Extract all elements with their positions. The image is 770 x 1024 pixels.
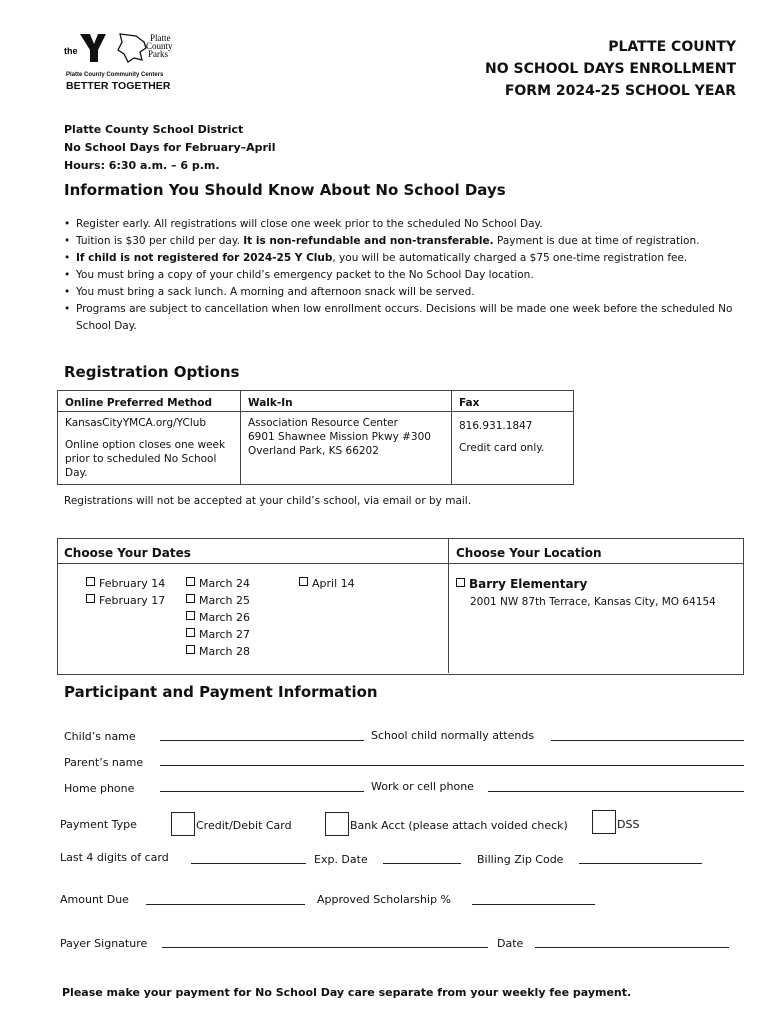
dates-heading: Choose Your Dates bbox=[64, 546, 191, 560]
signature-label: Payer Signature bbox=[60, 937, 148, 950]
walkin-name: Association Resource Center bbox=[248, 417, 398, 429]
school-field[interactable] bbox=[551, 740, 744, 741]
date-checkbox[interactable]: April 14 bbox=[299, 575, 355, 592]
amount-due-field[interactable] bbox=[146, 904, 305, 905]
bank-option-label: Bank Acct (please attach voided check) bbox=[350, 819, 568, 832]
parks-line3: Parks bbox=[148, 49, 168, 59]
signature-field[interactable] bbox=[162, 947, 488, 948]
info-item: • Programs are subject to cancellation when low enrollment occurs. Decisions will be made one week before the scheduled No School Day. bbox=[64, 301, 744, 335]
info-item: • Tuition is $30 per child per day. It is non-refundable and non-transferable. Payment is due at time of registration. bbox=[64, 233, 744, 250]
participant-heading: Participant and Payment Information bbox=[64, 683, 378, 701]
date-checkbox[interactable]: February 17 bbox=[86, 592, 165, 609]
date-field[interactable] bbox=[535, 947, 729, 948]
checkbox-icon[interactable] bbox=[456, 578, 465, 587]
fax-number: 816.931.1847 bbox=[459, 420, 533, 432]
location-checkbox[interactable]: Barry Elementary bbox=[456, 576, 587, 593]
location-heading: Choose Your Location bbox=[456, 546, 602, 560]
logo-the: the bbox=[64, 46, 78, 56]
form-title bbox=[485, 36, 736, 102]
footer-note: Please make your payment for No School Day care separate from your weekly fee payment. bbox=[62, 986, 632, 999]
child-name-field[interactable] bbox=[160, 740, 364, 741]
walkin-city: Overland Park, KS 66202 bbox=[248, 445, 379, 457]
date-checkbox[interactable]: February 14 bbox=[86, 575, 165, 592]
online-cell bbox=[58, 412, 241, 485]
zip-field[interactable] bbox=[579, 863, 702, 864]
dates-feb bbox=[86, 575, 165, 609]
info-item: • If child is not registered for 2024-25 Y Club, you will be automatically charged a $75 one-time registration fee. bbox=[64, 250, 744, 267]
info-list bbox=[64, 216, 744, 335]
online-note: Online option closes one week prior to scheduled No School Day. bbox=[65, 439, 226, 479]
info-item: • You must bring a copy of your child’s emergency packet to the No School Day location. bbox=[64, 267, 744, 284]
col-fax: Fax bbox=[452, 391, 574, 412]
walkin-street: 6901 Shawnee Mission Pkwy #300 bbox=[248, 431, 431, 443]
ymca-logo-icon bbox=[62, 28, 182, 72]
zip-label: Billing Zip Code bbox=[477, 853, 564, 866]
date-checkbox[interactable]: March 25 bbox=[186, 592, 250, 609]
dates-mar bbox=[186, 575, 250, 660]
date-checkbox[interactable]: March 28 bbox=[186, 643, 250, 660]
checkbox-icon[interactable] bbox=[186, 645, 195, 654]
logo-subtitle: Platte County Community Centers bbox=[66, 72, 164, 78]
payment-type-label: Payment Type bbox=[60, 818, 137, 831]
dss-checkbox[interactable] bbox=[592, 810, 616, 834]
info-item: • Register early. All registrations will close one week prior to the scheduled No School Day. bbox=[64, 216, 744, 233]
district-name: Platte County School District bbox=[64, 123, 244, 136]
home-phone-field[interactable] bbox=[160, 791, 364, 792]
exp-label: Exp. Date bbox=[314, 853, 368, 866]
school-label: School child normally attends bbox=[371, 729, 535, 742]
fax-cell bbox=[452, 412, 574, 485]
parent-name-field[interactable] bbox=[160, 765, 744, 766]
child-name-label: Child’s name bbox=[64, 730, 136, 743]
fax-note: Credit card only. bbox=[459, 442, 545, 454]
work-phone-label: Work or cell phone bbox=[371, 780, 474, 793]
amount-due-label: Amount Due bbox=[60, 893, 129, 906]
title-line3: FORM 2024-25 SCHOOL YEAR bbox=[504, 83, 736, 99]
scholarship-label: Approved Scholarship % bbox=[317, 893, 451, 906]
online-url[interactable]: KansasCityYMCA.org/YClub bbox=[65, 417, 207, 429]
work-phone-field[interactable] bbox=[488, 791, 744, 792]
last4-label: Last 4 digits of card bbox=[60, 851, 169, 864]
registration-table bbox=[57, 390, 574, 485]
exp-field[interactable] bbox=[383, 863, 461, 864]
registration-heading: Registration Options bbox=[64, 363, 240, 381]
checkbox-icon[interactable] bbox=[299, 577, 308, 586]
last4-field[interactable] bbox=[191, 863, 306, 864]
date-label: Date bbox=[497, 937, 524, 950]
divider bbox=[448, 538, 449, 673]
checkbox-icon[interactable] bbox=[86, 594, 95, 603]
checkbox-icon[interactable] bbox=[86, 577, 95, 586]
card-checkbox[interactable] bbox=[171, 812, 195, 836]
info-item: • You must bring a sack lunch. A morning and afternoon snack will be served. bbox=[64, 284, 744, 301]
title-line2: NO SCHOOL DAYS ENROLLMENT bbox=[485, 61, 736, 77]
info-heading: Information You Should Know About No School Days bbox=[64, 181, 506, 199]
district-hours: Hours: 6:30 a.m. – 6 p.m. bbox=[64, 159, 220, 172]
district-period: No School Days for February–April bbox=[64, 141, 276, 154]
col-walkin: Walk-In bbox=[241, 391, 452, 412]
title-line1: PLATTE COUNTY bbox=[608, 39, 736, 55]
dss-option-label: DSS bbox=[617, 818, 640, 831]
checkbox-icon[interactable] bbox=[186, 628, 195, 637]
logo-tagline: BETTER TOGETHER bbox=[66, 80, 171, 92]
location-address: 2001 NW 87th Terrace, Kansas City, MO 64154 bbox=[470, 596, 716, 608]
col-online: Online Preferred Method bbox=[58, 391, 241, 412]
date-checkbox[interactable]: March 26 bbox=[186, 609, 250, 626]
checkbox-icon[interactable] bbox=[186, 594, 195, 603]
checkbox-icon[interactable] bbox=[186, 577, 195, 586]
parent-name-label: Parent’s name bbox=[64, 756, 144, 769]
parks-line1: Platte bbox=[150, 33, 171, 43]
dates-apr bbox=[299, 575, 355, 592]
home-phone-label: Home phone bbox=[64, 782, 135, 795]
walkin-cell bbox=[241, 412, 452, 485]
bank-checkbox[interactable] bbox=[325, 812, 349, 836]
card-option-label: Credit/Debit Card bbox=[196, 819, 292, 832]
district-info bbox=[64, 121, 275, 175]
parks-line2: County bbox=[146, 41, 173, 51]
registration-note: Registrations will not be accepted at your child’s school, via email or by mail. bbox=[64, 495, 472, 507]
date-checkbox[interactable]: March 24 bbox=[186, 575, 250, 592]
scholarship-field[interactable] bbox=[472, 904, 595, 905]
divider bbox=[57, 563, 744, 564]
date-checkbox[interactable]: March 27 bbox=[186, 626, 250, 643]
checkbox-icon[interactable] bbox=[186, 611, 195, 620]
